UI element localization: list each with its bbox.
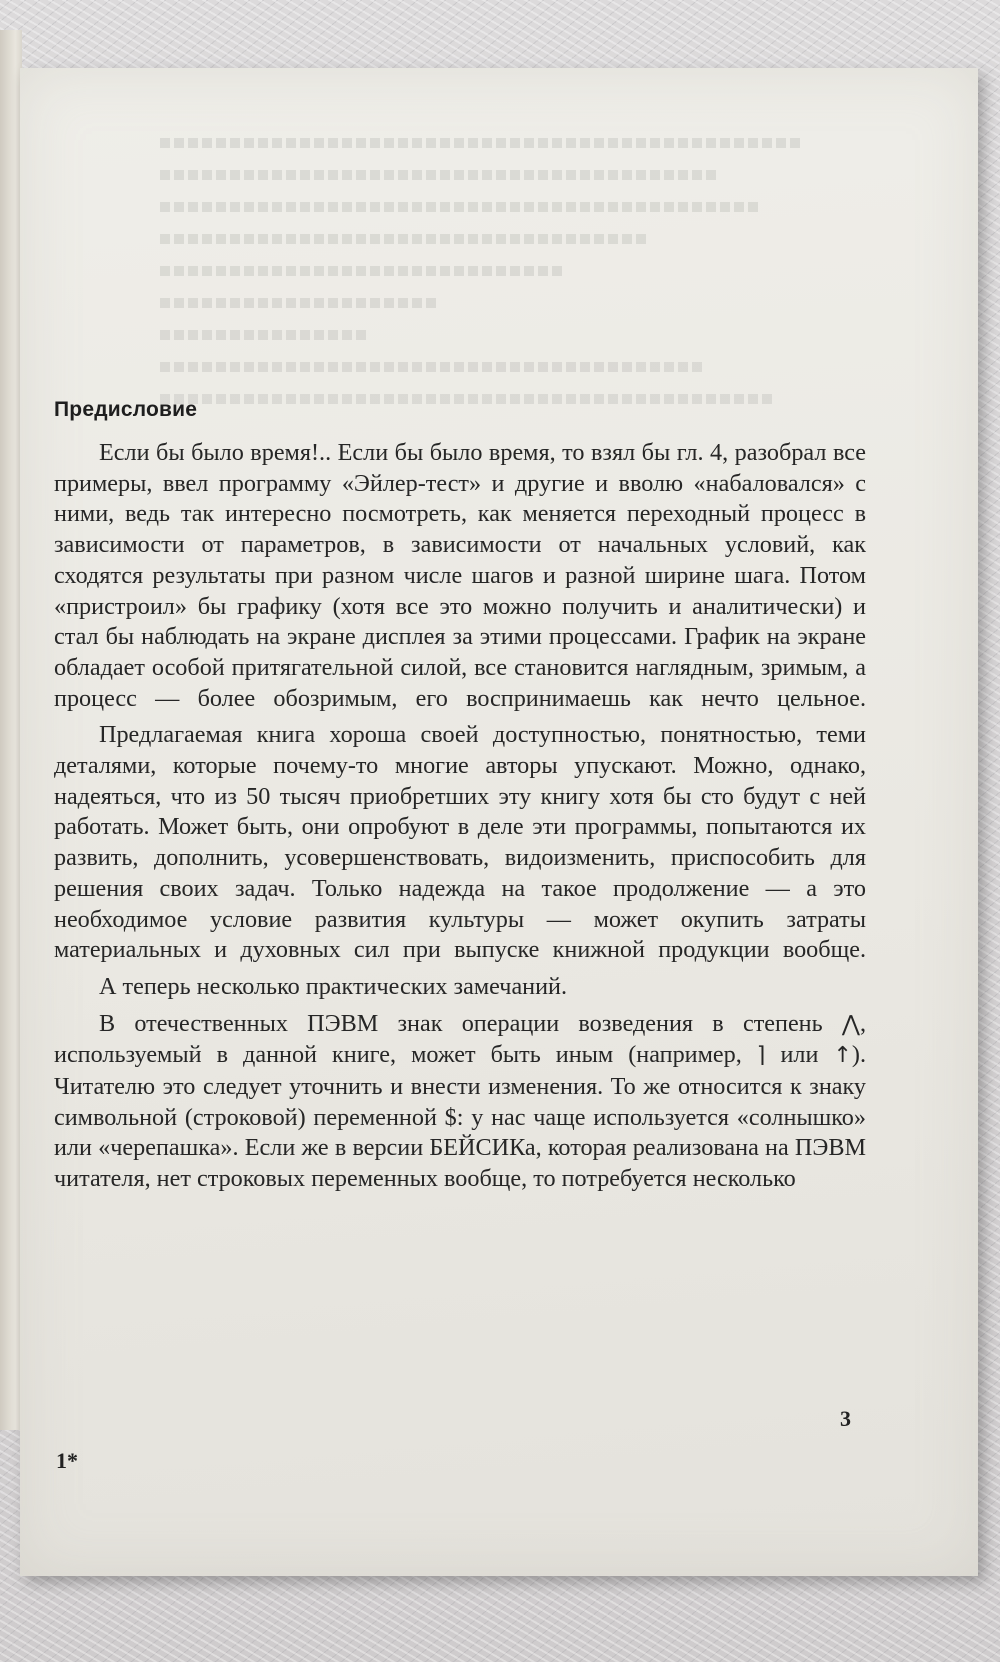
paragraph-4-part-3: или — [765, 1041, 834, 1069]
printer-signature-mark: 1* — [56, 1448, 78, 1473]
book-page — [20, 68, 978, 1576]
paragraph-2: Предлагаемая книга хороша своей доступностью, понятностью, теми деталями, которые почему-то многие авторы упускают. Можно, однако, надеяться, что из 50 тысяч приобретших эту книгу хотя бы сто будут с ней работать. Может быть, они опробуют в деле эти программы, попытаются их развить, дополнить, усовершенствовать, видоизменить, приспособить для решения своих задач. Только надежда на такое продолжение — а это необходимое условие развития культуры — может окупить затраты материальных и духовных сил при выпуске книжной продукции вообще. — [54, 721, 866, 964]
show-through-text — [160, 138, 860, 438]
power-operator-symbol: ⋀ — [841, 1011, 860, 1037]
string-variable-symbol: $ — [444, 1103, 457, 1131]
paragraph-4 — [54, 1009, 866, 1195]
alt-power-symbol-2: ↑ — [833, 1043, 852, 1069]
paragraph-4-part-5: : у нас чаще используется «солнышко» или «черепашка». Если же в версии БЕЙСИКа, которая реализована на ПЭВМ читателя, нет строковых переменных вообще, то потребуется несколько — [54, 1103, 866, 1193]
page-number: 3 — [840, 1406, 851, 1431]
body-text — [54, 438, 866, 1201]
paragraph-4-part-2: , используемый в данной книге, может быть иным (например, — [54, 1009, 866, 1069]
page-heading: Предисловие — [54, 398, 198, 421]
paragraph-1: Если бы было время!.. Если бы было время, то взял бы гл. 4, разобрал все примеры, ввел программу «Эйлер-тест» и другие и вволю «набаловался» с ними, ведь так интересно посмотреть, как меняется переходный процесс в зависимости от параметров, в зависимости от начальных условий, как сходятся результаты при разном числе шагов и разной ширине шага. Потом «пристроил» бы графику (хотя все это можно получить и аналитически) и стал бы наблюдать на экране дисплея за этими процессами. График на экране обладает особой притягательной силой, все становится наглядным, зримым, а процесс — более обозримым, его воспринимаешь как нечто цельное. — [54, 439, 866, 712]
paragraph-3: А теперь несколько практических замечаний. — [99, 972, 568, 1000]
alt-power-symbol-1: ⌉ — [756, 1043, 766, 1069]
paragraph-4-part-4: ). Читателю это следует уточнить и внести изменения. То же относится к знаку символьной (строковой) переменной — [54, 1041, 866, 1131]
adjacent-page-edge — [0, 30, 22, 1430]
paragraph-4-part-1: В отечественных ПЭВМ знак операции возведения в степень — [99, 1009, 842, 1037]
